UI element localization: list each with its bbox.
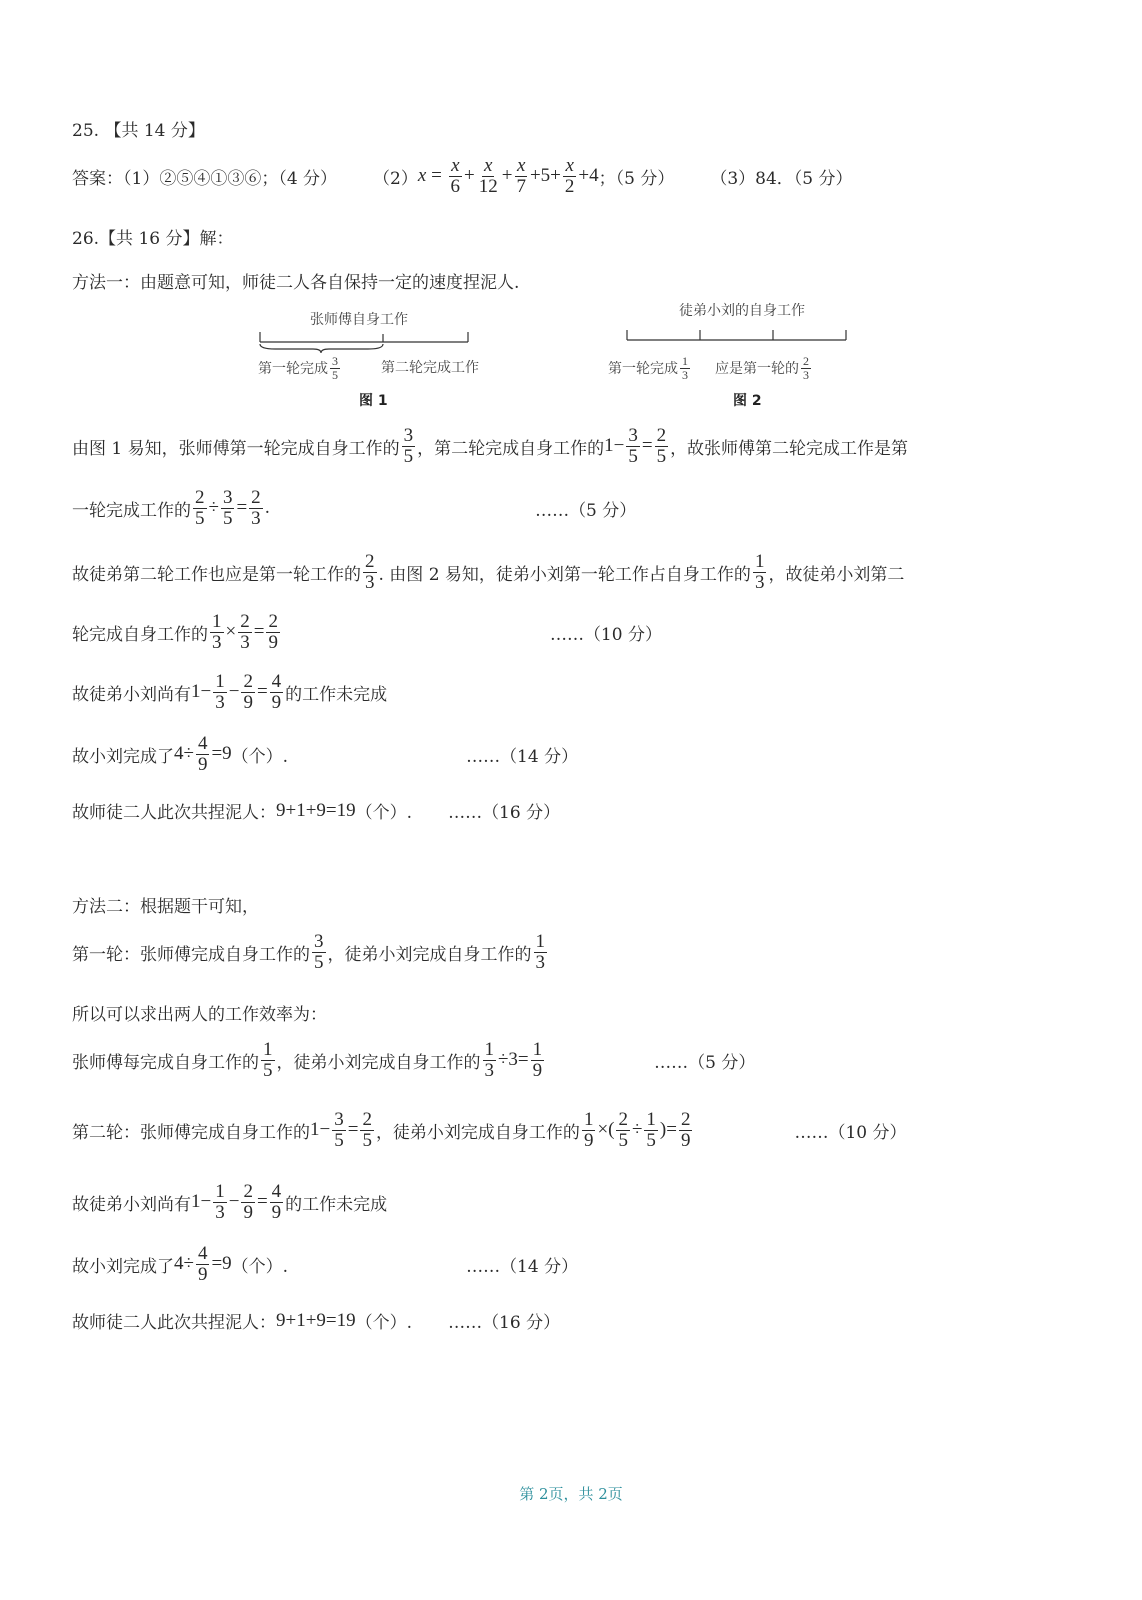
m1-line2: 一轮完成工作的 $\frac{2}{5}$ ÷ $\frac{3}{5}$ = $\frac{2}{3}$ . ……（5 分） <box>72 487 637 529</box>
q25-answer: 答案：（1）②⑤④①③⑥；（4 分） （2） x = $\frac{x}{6}$ + $\frac{x}{12}$ + $\frac{x}{7}$ +5+ $\frac{x}{2}$ +4 ；（5 分） （3）84．（5 分） <box>72 155 853 197</box>
m1-line5: 故徒弟小刘尚有 1− $\frac{1}{3}$ − $\frac{2}{9}$ = $\frac{4}{9}$ 的工作未完成 <box>72 671 388 713</box>
fig2-top-label: 徒弟小刘的自身工作 <box>679 303 805 319</box>
m1-line4: 轮完成自身工作的 $\frac{1}{3}$ × $\frac{2}{3}$ = $\frac{2}{9}$ ……（10 分） <box>72 611 662 653</box>
fraction: $\frac{x}{12}$ <box>478 155 498 197</box>
m1-line3: 故徒弟第二轮工作也应是第一轮工作的 $\frac{2}{3}$ . 由图 2 易知，徒弟小刘第一轮工作占自身工作的 $\frac{1}{3}$ ，故徒弟小刘第二 <box>72 551 905 593</box>
m1-line7: 故师徒二人此次共捏泥人： 9+1+9=19 （个）. ……（16 分） <box>72 799 561 823</box>
fig1-right-label: 第二轮完成工作 <box>381 360 479 376</box>
q25-header: 25. 【共 14 分】 <box>72 121 205 141</box>
fig1-caption: 图 1 <box>359 393 388 409</box>
fig2-diagram <box>622 326 852 346</box>
fig1-diagram <box>255 330 475 354</box>
fig2-left-label: 第一轮完成 $\frac{1}{3}$ <box>608 354 688 382</box>
m2-line4: 第二轮：张师傅完成自身工作的 1− $\frac{3}{5}$ = $\frac{2}{5}$ ，徒弟小刘完成自身工作的 $\frac{1}{9}$ ×( $\frac{2}{5}$ ÷ $\frac{1}{5}$ )= $\frac{2}{9}$ ……（10 分） <box>72 1109 907 1151</box>
fig1-top-label: 张师傅自身工作 <box>310 312 408 328</box>
m2-line5: 故徒弟小刘尚有 1− $\frac{1}{3}$ − $\frac{2}{9}$ = $\frac{4}{9}$ 的工作未完成 <box>72 1181 388 1223</box>
q26-header: 26.【共 16 分】解： <box>72 229 234 249</box>
m2-line6: 故小刘完成了 4÷ $\frac{4}{9}$ =9 （个）. ……（14 分） <box>72 1243 579 1285</box>
fraction: $\frac{x}{2}$ <box>564 155 575 197</box>
m1-line1: 由图 1 易知，张师傅第一轮完成自身工作的 $\frac{3}{5}$ ，第二轮完成自身工作的 1− $\frac{3}{5}$ = $\frac{2}{5}$ ，故张师傅第二轮完成工作是第 <box>72 425 909 467</box>
fig2-caption: 图 2 <box>733 393 762 409</box>
method1-intro: 方法一：由题意可知，师徒二人各自保持一定的速度捏泥人. <box>72 273 520 293</box>
page-footer: 第 2页，共 2页 <box>519 1485 623 1503</box>
m1-line6: 故小刘完成了 4÷ $\frac{4}{9}$ =9 （个）. ……（14 分） <box>72 733 579 775</box>
m2-line3: 张师傅每完成自身工作的 $\frac{1}{5}$ ，徒弟小刘完成自身工作的 $\frac{1}{3}$ ÷3= $\frac{1}{9}$ ……（5 分） <box>72 1039 756 1081</box>
m2-line7: 故师徒二人此次共捏泥人： 9+1+9=19 （个）. ……（16 分） <box>72 1309 561 1333</box>
method2-intro: 方法二：根据题干可知， <box>72 897 259 917</box>
var-x: x <box>417 165 427 187</box>
m2-line1: 第一轮：张师傅完成自身工作的 $\frac{3}{5}$ ，徒弟小刘完成自身工作的 $\frac{1}{3}$ <box>72 931 545 973</box>
fraction: $\frac{x}{6}$ <box>450 155 461 197</box>
m2-line2: 所以可以求出两人的工作效率为： <box>72 1005 327 1025</box>
fig1-left-label: 第一轮完成 $\frac{3}{5}$ <box>258 354 338 382</box>
fig2-mid-label: 应是第一轮的 $\frac{2}{3}$ <box>715 354 809 382</box>
fraction: $\frac{x}{7}$ <box>516 155 526 197</box>
